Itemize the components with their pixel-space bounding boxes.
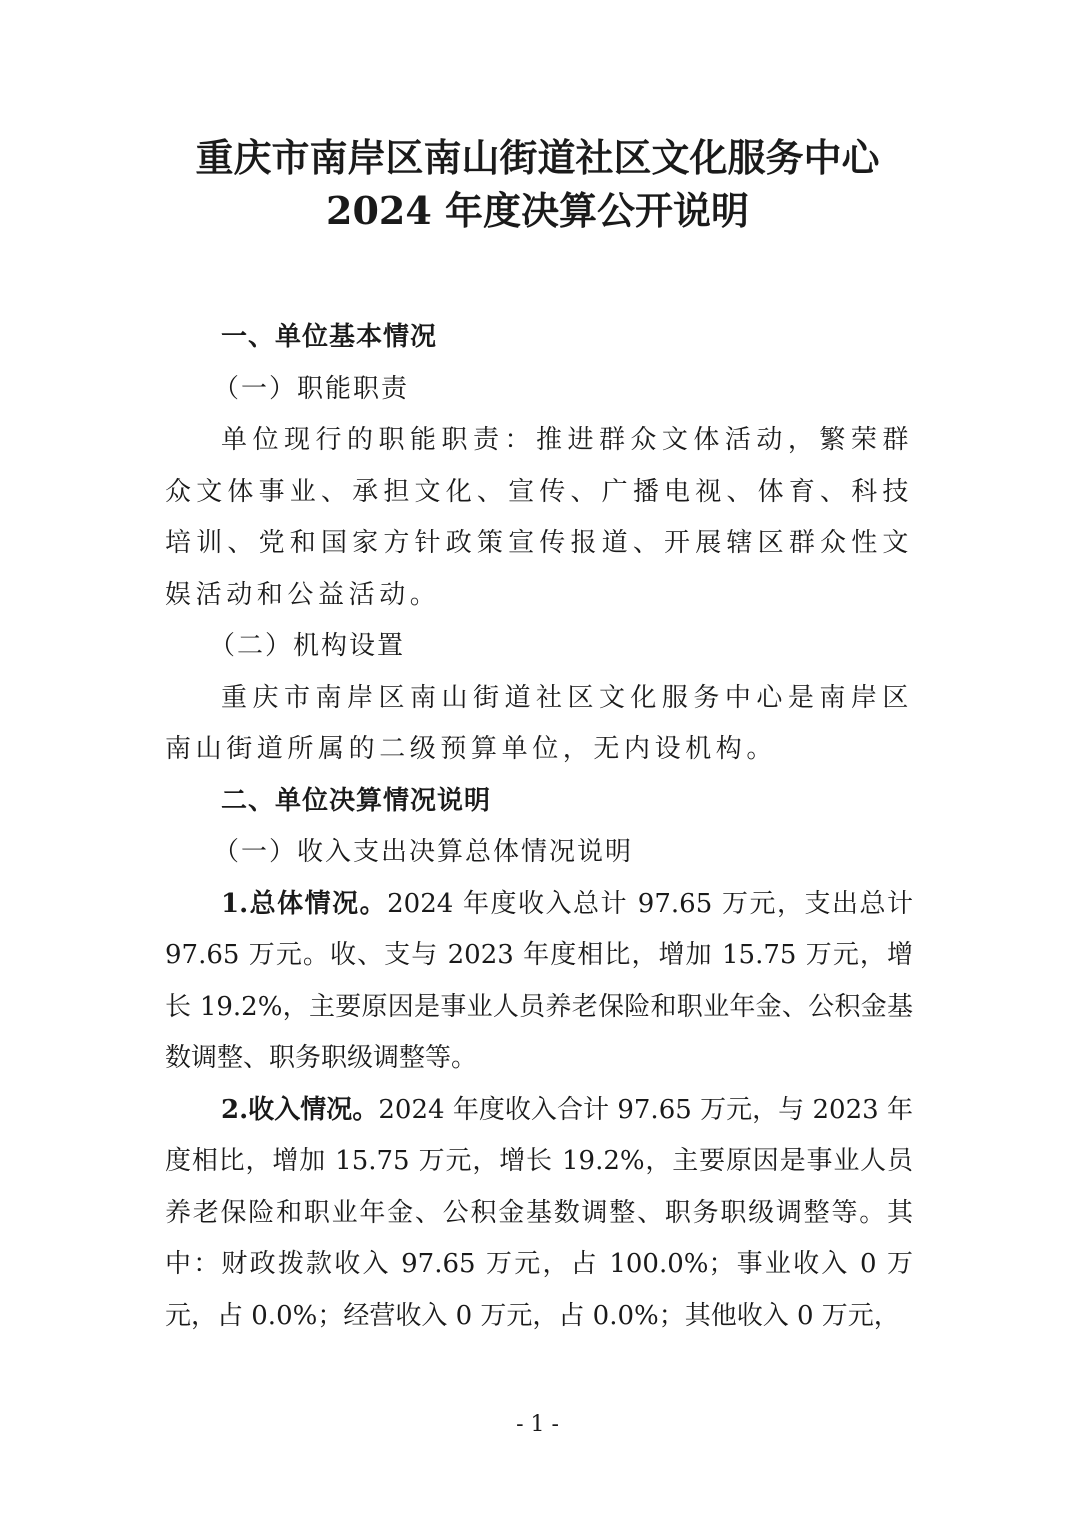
section2-paragraph-1	[165, 879, 913, 1085]
section2-paragraph-2	[165, 1085, 913, 1343]
section1-heading: 一、单位基本情况	[221, 322, 438, 352]
document-body	[165, 312, 913, 1342]
paragraph-2-label: 2.收入情况。	[221, 1094, 379, 1125]
document-title-line1: 重庆市南岸区南山街道社区文化服务中心	[195, 135, 880, 180]
section1-sub2-text: 重庆市南岸区南山街道社区文化服务中心是南岸区南山街道所属的二级预算单位，无内设机构。	[165, 682, 913, 764]
paragraph-1-label: 1.总体情况。	[221, 888, 388, 919]
page-number: - 1 -	[516, 1412, 559, 1437]
paragraph-1-text: 2024 年度收入总计 97.65 万元，支出总计 97.65 万元。收、支与 2023 年度相比，增加 15.75 万元，增长 19.2%，主要原因是事业人员养老保险和职业年金、公积金基数调整、职务职级调整等。	[165, 888, 913, 1073]
section2-sub1-heading: （一）收入支出决算总体情况说明	[213, 837, 634, 867]
section1-sub1-heading: （一）职能职责	[213, 373, 410, 404]
section1-sub2-heading: （二）机构设置	[209, 631, 406, 661]
section1-sub1-text: 单位现行的职能职责：推进群众文体活动，繁荣群众文体事业、承担文化、宣传、广播电视、体育、科技培训、党和国家方针政策宣传报道、开展辖区群众性文娱活动和公益活动。	[165, 425, 913, 610]
paragraph-2-text: 2024 年度收入合计 97.65 万元，与 2023 年度相比，增加 15.75 万元，增长 19.2%，主要原因是事业人员养老保险和职业年金、公积金基数调整、职务职级调整等。其中：财政拨款收入 97.65 万元，占 100.0%；事业收入 0 万元，占 0.0%；经营收入 0 万元，占 0.0%；其他收入 0 万元，	[165, 1094, 913, 1331]
section2-heading: 二、单位决算情况说明	[221, 785, 492, 816]
document-title-line2: 2024 年度决算公开说明	[326, 188, 749, 233]
